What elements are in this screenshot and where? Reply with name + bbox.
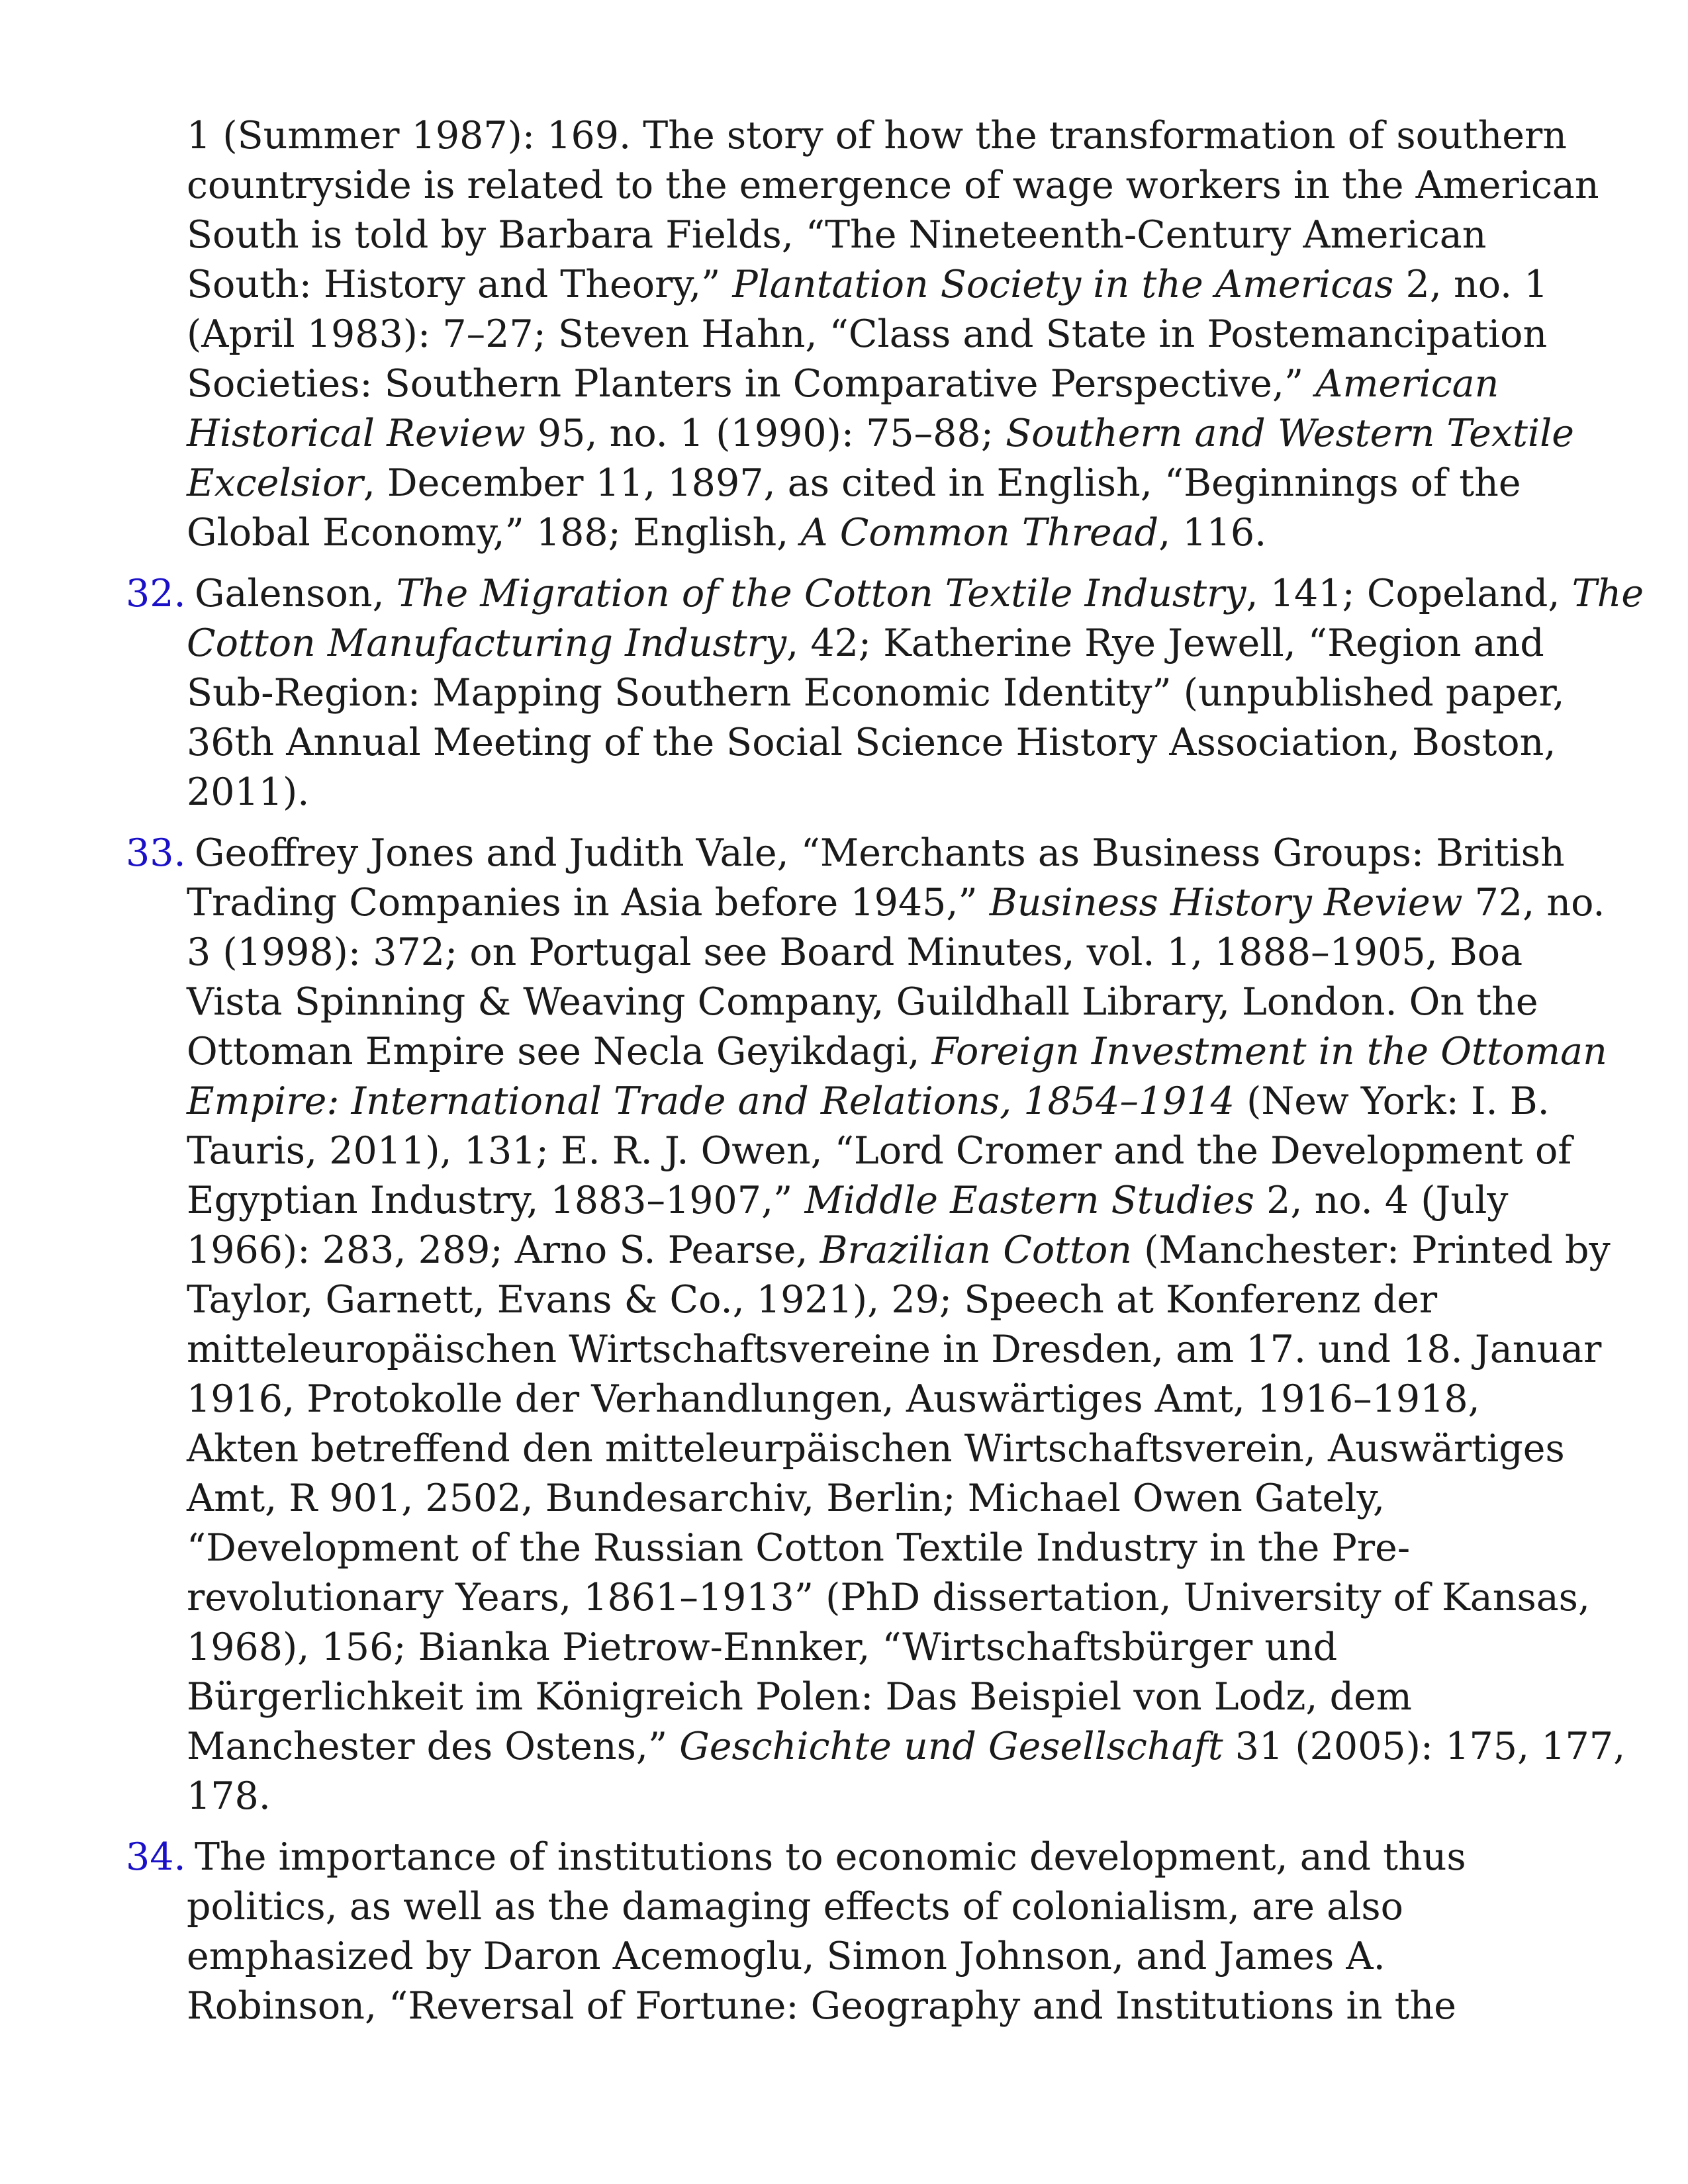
note-text: politics, as well as the damaging effects of colonialism, are also bbox=[187, 1885, 1403, 1929]
italic-title-text: Plantation Society in the Americas bbox=[732, 263, 1394, 306]
note-text: Manchester des Ostens,” bbox=[187, 1725, 680, 1768]
endnote-line bbox=[187, 459, 1582, 508]
endnote-number-link[interactable]: 32. bbox=[126, 572, 186, 615]
italic-title-text: Empire: International Trade and Relations, 1854–1914 bbox=[187, 1079, 1235, 1123]
note-text: countryside is related to the emergence of wage workers in the American bbox=[187, 163, 1599, 207]
endnote-line bbox=[187, 978, 1582, 1027]
note-text: Tauris, 2011), 131; E. R. J. Owen, “Lord Cromer and the Development of bbox=[187, 1129, 1572, 1173]
italic-title-text: Historical Review bbox=[187, 412, 526, 455]
note-text: 31 (2005): 175, 177, bbox=[1223, 1725, 1626, 1768]
note-text: Vista Spinning & Weaving Company, Guildhall Library, London. On the bbox=[187, 980, 1538, 1024]
italic-title-text: The bbox=[1571, 572, 1644, 615]
endnote-line bbox=[187, 1932, 1582, 1981]
endnotes-page bbox=[126, 111, 1644, 2042]
italic-title-text: Geschichte und Gesellschaft bbox=[679, 1725, 1223, 1768]
note-text: emphasized by Daron Acemoglu, Simon Johnson, and James A. bbox=[187, 1934, 1385, 1978]
endnote-34 bbox=[126, 1833, 1582, 2031]
endnote-line bbox=[187, 619, 1582, 668]
endnote-line bbox=[187, 260, 1582, 310]
endnote-number-link[interactable]: 34. bbox=[126, 1835, 186, 1879]
note-text: Robinson, “Reversal of Fortune: Geography and Institutions in the bbox=[187, 1984, 1456, 2028]
note-text: Sub-Region: Mapping Southern Economic Identity” (unpublished paper, bbox=[187, 671, 1565, 715]
note-text: , December 11, 1897, as cited in English, “Beginnings of the bbox=[363, 461, 1521, 505]
note-text: (April 1983): 7–27; Steven Hahn, “Class and State in Postemancipation bbox=[187, 312, 1548, 356]
endnote-line bbox=[195, 569, 1644, 619]
note-text: 1916, Protokolle der Verhandlungen, Auswärtiges Amt, 1916–1918, bbox=[187, 1377, 1480, 1421]
note-text: “Development of the Russian Cotton Textile Industry in the Pre- bbox=[187, 1526, 1411, 1570]
note-text: 3 (1998): 372; on Portugal see Board Minutes, vol. 1, 1888–1905, Boa bbox=[187, 931, 1523, 974]
italic-title-text: American bbox=[1315, 362, 1499, 406]
note-text: Akten betreffend den mitteleurpäischen Wirtschaftsverein, Auswärtiges bbox=[187, 1427, 1565, 1471]
italic-title-text: A Common Thread bbox=[800, 511, 1159, 555]
note-text: Ottoman Empire see Necla Geyikdagi, bbox=[187, 1030, 932, 1073]
endnote-33 bbox=[126, 829, 1626, 1821]
note-text: , 116. bbox=[1158, 511, 1267, 555]
endnote-32 bbox=[126, 569, 1644, 817]
endnote-line bbox=[187, 210, 1582, 260]
endnote-line bbox=[187, 409, 1582, 459]
note-text: 2, no. 1 bbox=[1393, 263, 1548, 306]
note-text: , 141; Copeland, bbox=[1246, 572, 1572, 615]
endnote-line bbox=[195, 1833, 1582, 1882]
endnote-line bbox=[187, 1077, 1582, 1126]
endnote-line bbox=[187, 1882, 1582, 1932]
note-text: Global Economy,” 188; English, bbox=[187, 511, 801, 555]
endnote-line bbox=[187, 1176, 1582, 1226]
italic-title-text: Foreign Investment in the Ottoman bbox=[931, 1030, 1607, 1073]
note-text: 178. bbox=[187, 1774, 271, 1818]
endnote-line bbox=[187, 161, 1599, 210]
note-text: Societies: Southern Planters in Comparative Perspective,” bbox=[187, 362, 1316, 406]
endnote-line bbox=[187, 1375, 1582, 1424]
note-text: Egyptian Industry, 1883–1907,” bbox=[187, 1179, 805, 1222]
italic-title-text: Middle Eastern Studies bbox=[804, 1179, 1255, 1222]
italic-title-text: Excelsior bbox=[187, 461, 363, 505]
note-text: mitteleuropäischen Wirtschaftsvereine in Dresden, am 17. und 18. Januar bbox=[187, 1328, 1602, 1371]
note-text: , 42; Katherine Rye Jewell, “Region and bbox=[786, 621, 1544, 665]
endnote-line bbox=[187, 878, 1605, 928]
note-text: Taylor, Garnett, Evans & Co., 1921), 29; Speech at Konferenz der bbox=[187, 1278, 1438, 1322]
endnote-line bbox=[187, 111, 1582, 161]
note-text: Geoffrey Jones and Judith Vale, “Merchants as Business Groups: British bbox=[195, 831, 1565, 875]
note-text: 2011). bbox=[187, 770, 310, 814]
endnote-line bbox=[187, 1226, 1611, 1275]
endnote-line bbox=[187, 1524, 1582, 1573]
note-text: 36th Annual Meeting of the Social Science History Association, Boston, bbox=[187, 721, 1556, 764]
endnote-line bbox=[187, 1027, 1607, 1077]
endnote-line bbox=[187, 1126, 1582, 1176]
note-text: 72, no. bbox=[1462, 881, 1605, 925]
italic-title-text: Cotton Manufacturing Industry bbox=[187, 621, 787, 665]
note-text: Bürgerlichkeit im Königreich Polen: Das Beispiel von Lodz, dem bbox=[187, 1675, 1412, 1719]
endnotes-list bbox=[126, 111, 1644, 2031]
italic-title-text: Business History Review bbox=[989, 881, 1463, 925]
endnote-line bbox=[195, 829, 1582, 878]
note-text: The importance of institutions to economic development, and thus bbox=[195, 1835, 1466, 1879]
note-text: 1966): 283, 289; Arno S. Pearse, bbox=[187, 1228, 820, 1272]
italic-title-text: The Migration of the Cotton Textile Industry bbox=[396, 572, 1246, 615]
endnote-line bbox=[187, 1474, 1582, 1524]
note-text: South is told by Barbara Fields, “The Nineteenth-Century American bbox=[187, 213, 1487, 257]
note-text: (New York: I. B. bbox=[1235, 1079, 1550, 1123]
endnote-line bbox=[187, 1623, 1582, 1672]
endnote-line bbox=[187, 1722, 1626, 1772]
endnote-line bbox=[187, 668, 1582, 718]
note-text: 2, no. 4 (July bbox=[1254, 1179, 1509, 1222]
note-text: Amt, R 901, 2502, Bundesarchiv, Berlin; Michael Owen Gately, bbox=[187, 1477, 1385, 1520]
note-text: revolutionary Years, 1861–1913” (PhD dissertation, University of Kansas, bbox=[187, 1576, 1591, 1619]
endnote-line bbox=[187, 1772, 1582, 1821]
endnote-line bbox=[187, 718, 1582, 768]
italic-title-text: Southern and Western Textile bbox=[1006, 412, 1575, 455]
endnote-line bbox=[187, 508, 1582, 558]
endnote-line bbox=[187, 1672, 1582, 1722]
endnote-line bbox=[187, 310, 1582, 359]
note-text: South: History and Theory,” bbox=[187, 263, 733, 306]
note-text: 1 (Summer 1987): 169. The story of how the transformation of southern bbox=[187, 114, 1567, 158]
note-text: (Manchester: Printed by bbox=[1131, 1228, 1611, 1272]
endnote-line bbox=[187, 1573, 1591, 1623]
note-text: Trading Companies in Asia before 1945,” bbox=[187, 881, 990, 925]
note-text: Galenson, bbox=[195, 572, 397, 615]
endnote-line bbox=[187, 1981, 1582, 2031]
endnote-number-link[interactable]: 33. bbox=[126, 831, 186, 875]
endnote-line bbox=[187, 1325, 1602, 1375]
note-text: 95, no. 1 (1990): 75–88; bbox=[525, 412, 1006, 455]
italic-title-text: Brazilian Cotton bbox=[820, 1228, 1132, 1272]
endnote-line bbox=[187, 928, 1582, 978]
endnote-line bbox=[187, 1275, 1582, 1325]
endnote-line bbox=[187, 359, 1582, 409]
endnote-line bbox=[187, 1424, 1582, 1474]
endnote-continuation bbox=[126, 111, 1599, 558]
endnote-line bbox=[187, 768, 1582, 817]
note-text: 1968), 156; Bianka Pietrow-Ennker, “Wirtschaftsbürger und bbox=[187, 1625, 1338, 1669]
